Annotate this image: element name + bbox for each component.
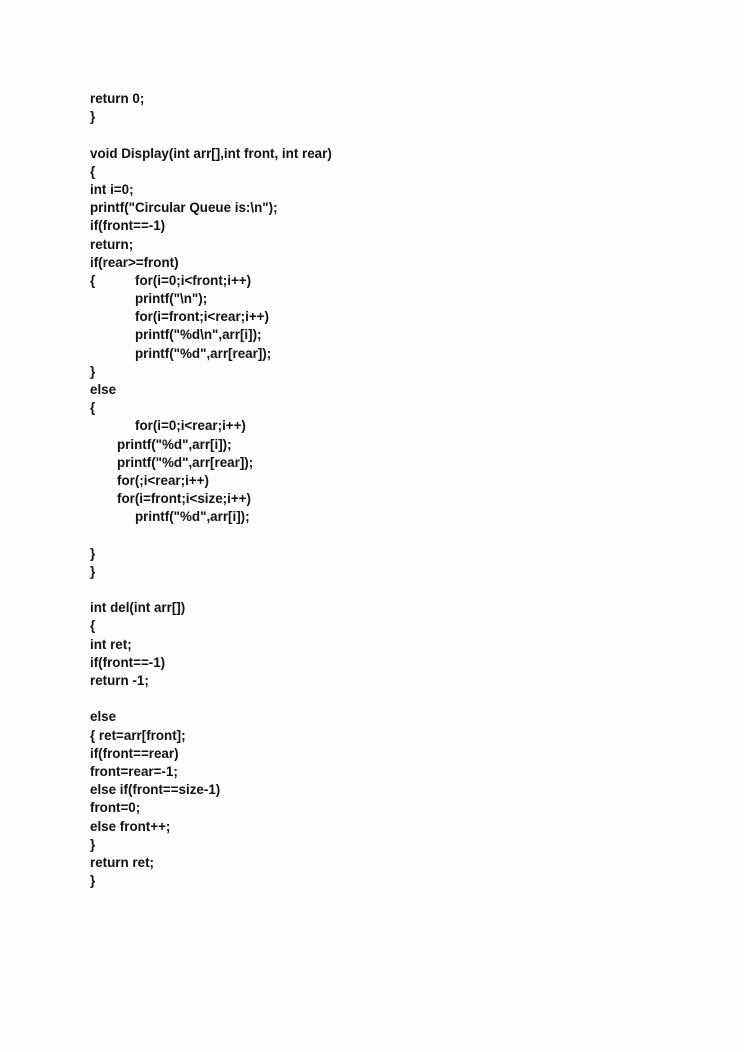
- code-text: printf("%d",arr[rear]);: [135, 345, 272, 361]
- code-text: int i=0;: [90, 181, 134, 197]
- code-text: {: [90, 618, 96, 634]
- code-text: printf("\n");: [135, 291, 208, 307]
- code-text: }: [90, 363, 96, 379]
- code-text: front=0;: [90, 800, 141, 816]
- code-text: if(front==rear): [90, 745, 179, 761]
- code-text: {: [90, 400, 96, 416]
- code-text: }: [90, 873, 96, 889]
- code-text: else: [90, 382, 117, 397]
- code-text: if(front==-1): [90, 654, 166, 670]
- code-text: }: [90, 109, 96, 125]
- code-text: else if(front==size-1): [90, 782, 221, 798]
- code-text: }: [90, 545, 96, 561]
- code-text: printf("%d\n",arr[i]);: [135, 327, 262, 343]
- code-text: return -1;: [90, 673, 149, 688]
- code-text: printf("Circular Queue is:\n");: [90, 200, 278, 216]
- code-text: if(rear>=front): [90, 254, 179, 270]
- code-text: for(i=front;i<size;i++): [117, 491, 251, 507]
- code-text: { ret=arr[front];: [90, 727, 186, 743]
- code-text: front=rear=-1;: [90, 763, 178, 779]
- code-text: void Display(int arr[],int front, int rear): [90, 145, 332, 161]
- code-text: {: [90, 163, 96, 179]
- code-text: }: [90, 836, 96, 852]
- code-text: else front++;: [90, 818, 171, 834]
- code-text: printf("%d",arr[rear]);: [117, 454, 254, 470]
- code-text: {: [90, 272, 96, 288]
- code-text-inline: for(i=0;i<front;i++): [135, 272, 252, 288]
- code-text: for(i=front;i<rear;i++): [135, 309, 269, 325]
- code-text: printf("%d",arr[i]);: [117, 436, 232, 452]
- code-text: printf("%d",arr[i]);: [135, 509, 250, 525]
- code-text: for(i=0;i<rear;i++): [135, 418, 246, 434]
- code-text: int del(int arr[]): [90, 600, 186, 616]
- code-text: int ret;: [90, 636, 132, 652]
- code-text: }: [90, 563, 96, 579]
- code-text: return;: [90, 236, 134, 252]
- code-text: else: [90, 709, 117, 725]
- code-text: return ret;: [90, 854, 154, 870]
- code-text: if(front==-1): [90, 218, 166, 234]
- code-text: return 0;: [90, 91, 145, 106]
- code-text: for(;i<rear;i++): [117, 472, 209, 488]
